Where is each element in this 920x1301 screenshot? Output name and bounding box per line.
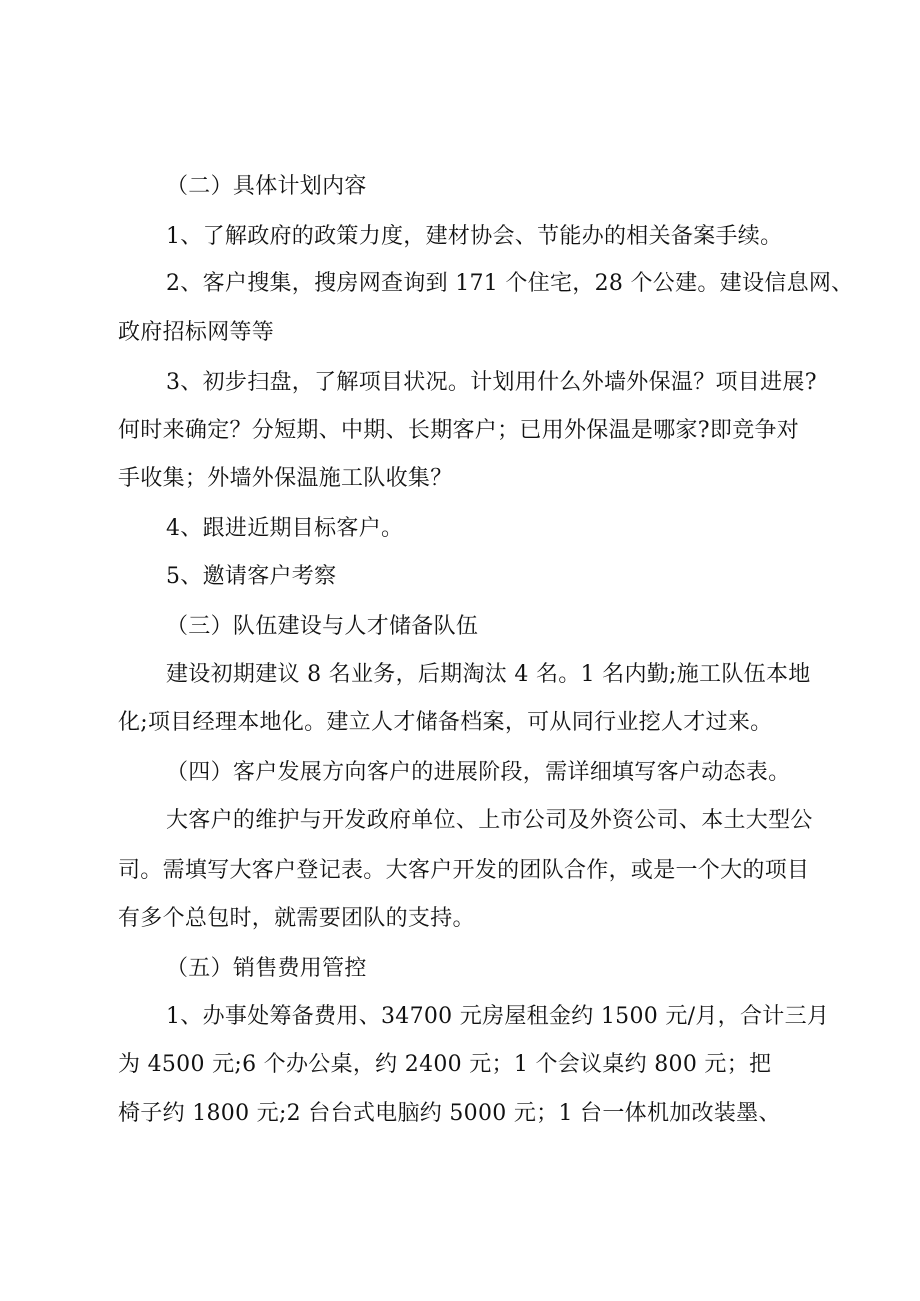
paragraph-line: 4、跟进近期目标客户。 — [166, 516, 404, 541]
section-heading-5: （五）销售费用管控 — [166, 956, 367, 981]
paragraph-line: 大客户的维护与开发政府单位、上市公司及外资公司、本土大型公 — [166, 808, 813, 833]
paragraph-line: 椅子约 1800 元;2 台台式电脑约 5000 元；1 台一体机加改装墨、 — [118, 1101, 781, 1126]
paragraph-line: 为 4500 元;6 个办公桌，约 2400 元；1 个会议桌约 800 元；把 — [118, 1052, 772, 1077]
paragraph-line: 5、邀请客户考察 — [166, 564, 337, 589]
paragraph-line: 手收集；外墙外保温施工队收集？ — [118, 466, 453, 491]
section-heading-4: （四）客户发展方向客户的进展阶段，需详细填写客户动态表。 — [166, 760, 791, 785]
paragraph-line: 建设初期建议 8 名业务，后期淘汰 4 名。1 名内勤;施工队伍本地 — [166, 662, 811, 687]
paragraph-line: 何时来确定？分短期、中期、长期客户；已用外保温是哪家?即竞争对 — [118, 418, 800, 443]
paragraph-line: 1、办事处筹备费用、34700 元房屋租金约 1500 元/月，合计三月 — [166, 1004, 830, 1029]
section-heading-2: （二）具体计划内容 — [166, 174, 367, 199]
paragraph-line: 3、初步扫盘，了解项目状况。计划用什么外墙外保温？项目进展? — [166, 370, 817, 395]
paragraph-line: 2、客户搜集，搜房网查询到 171 个住宅，28 个公建。建设信息网、 — [166, 271, 854, 296]
paragraph-line: 政府招标网等等 — [118, 320, 275, 345]
paragraph-line: 1、了解政府的政策力度，建材协会、节能办的相关备案手续。 — [166, 224, 783, 249]
paragraph-line: 有多个总包时，就需要团队的支持。 — [118, 906, 475, 931]
paragraph-line: 司。需填写大客户登记表。大客户开发的团队合作，或是一个大的项目 — [118, 858, 810, 883]
paragraph-line: 化;项目经理本地化。建立人才储备档案，可从同行业挖人才过来。 — [118, 710, 773, 735]
section-heading-3: （三）队伍建设与人才储备队伍 — [166, 614, 479, 639]
